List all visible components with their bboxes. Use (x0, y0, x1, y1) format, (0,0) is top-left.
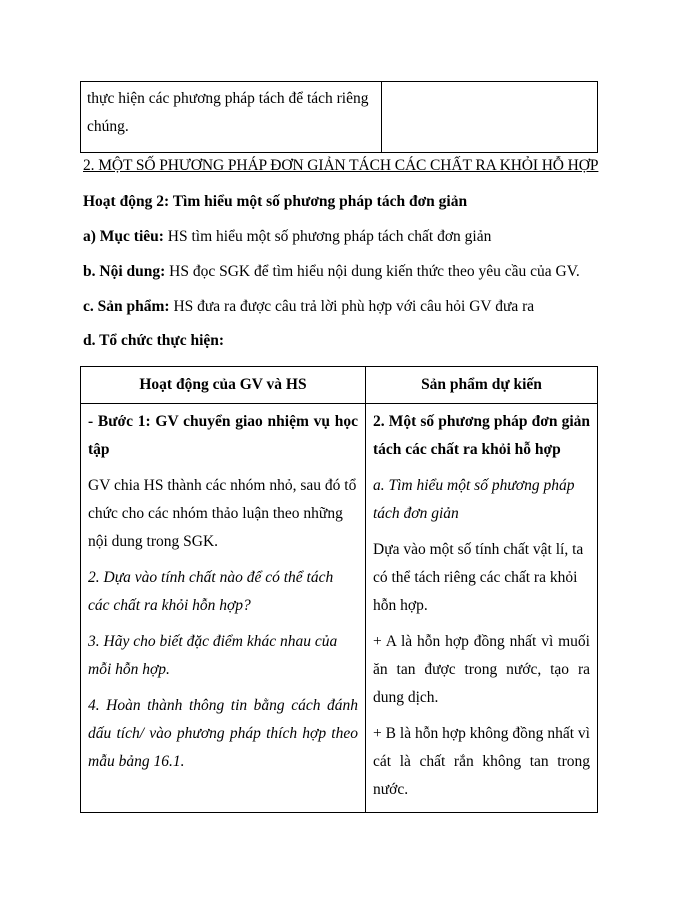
question-3: 3. Hãy cho biết đặc điểm khác nhau của mỗi hỗn hợp. (88, 633, 338, 678)
product-subheading: a. Tìm hiểu một số phương pháp tách đơn giản (373, 477, 575, 522)
product-line (83, 298, 534, 316)
product-cell (366, 404, 598, 813)
continued-cell-right (382, 82, 598, 153)
product-text: HS đưa ra được câu trả lời phù hợp với câu hỏi GV đưa ra (169, 298, 535, 315)
table-row (81, 82, 598, 153)
question-2: 2. Dựa vào tính chất nào để có thể tách các chất ra khỏi hỗn hợp? (88, 569, 334, 614)
table-row (81, 404, 598, 813)
table-header-row (81, 367, 598, 404)
goal-label: a) Mục tiêu: (83, 228, 164, 245)
header-teacher-student: Hoạt động của GV và HS (81, 367, 366, 404)
organize-label: d. Tổ chức thực hiện: (83, 332, 225, 349)
content-text: HS đọc SGK để tìm hiểu nội dung kiến thức theo yêu cầu của GV. (165, 263, 580, 280)
content-line (83, 263, 580, 281)
product-paragraph-2: + A là hỗn hợp đồng nhất vì muối ăn tan được trong nước, tạo ra dung dịch. (373, 633, 590, 706)
continued-cell-left: thực hiện các phương pháp tách để tách riêng chúng. (81, 82, 382, 153)
product-title: 2. Một số phương pháp đơn giản tách các chất ra khỏi hỗ hợp (373, 413, 590, 458)
activity-cell (81, 404, 366, 813)
header-expected-product: Sản phẩm dự kiến (366, 367, 598, 404)
activity-table (80, 366, 598, 813)
question-4: 4. Hoàn thành thông tin bằng cách đánh dấu tích/ vào phương pháp thích hợp theo mẫu bảng 16.1. (88, 697, 358, 770)
product-paragraph-3: + B là hỗn hợp không đồng nhất vì cát là chất rắn không tan trong nước. (373, 725, 590, 798)
continued-table (80, 81, 598, 153)
product-paragraph-1: Dựa vào một số tính chất vật lí, ta có thể tách riêng các chất ra khỏi hỗn hợp. (373, 541, 584, 614)
product-label: c. Sản phẩm: (83, 298, 170, 315)
task-intro: GV chia HS thành các nhóm nhỏ, sau đó tổ chức cho các nhóm thảo luận theo những nội dung trong SGK. (88, 477, 357, 550)
step-1-title: - Bước 1: GV chuyển giao nhiệm vụ học tập (88, 413, 358, 458)
goal-text: HS tìm hiểu một số phương pháp tách chất đơn giản (163, 228, 492, 245)
content-label: b. Nội dung: (83, 263, 166, 280)
activity-title: Hoạt động 2: Tìm hiểu một số phương pháp tách đơn giản (83, 193, 468, 210)
section-heading: 2. MỘT SỐ PHƯƠNG PHÁP ĐƠN GIẢN TÁCH CÁC CHẤT RA KHỎI HỖ HỢP (83, 157, 599, 174)
goal-line (83, 228, 491, 246)
